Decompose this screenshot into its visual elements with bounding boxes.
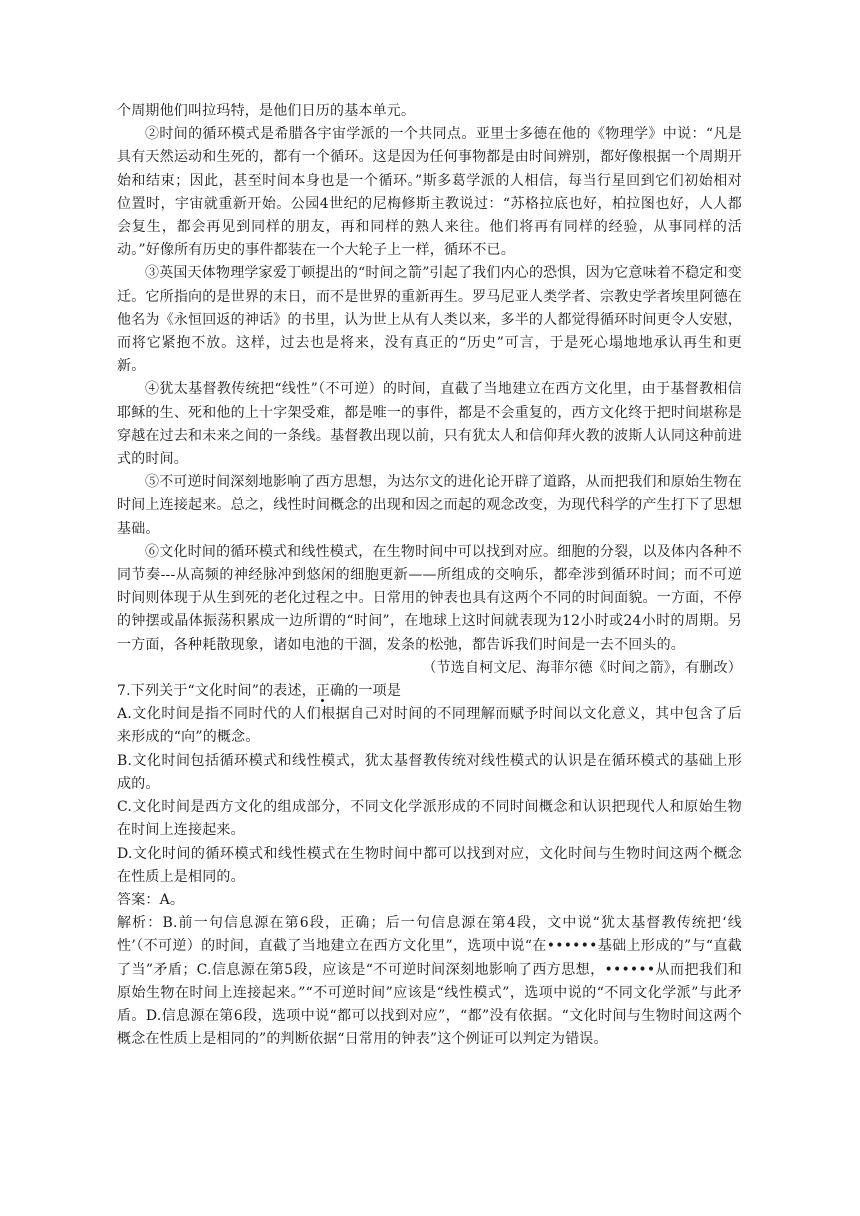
paragraph-4: ④犹太基督教传统把“线性”（不可逆）的时间，直截了当地建立在西方文化里，由于基督教相信耶稣的生、死和他的上十字架受难，都是唯一的事件，都是不会重复的，西方文化终于把时间堪称是穿越在过去和未来之间的一条线。基督教出现以前，只有犹太人和信仰拜火教的波斯人认同这种前进式的时间。	[117, 381, 742, 468]
document-body	[117, 100, 742, 1051]
paragraph-6: ⑥文化时间的循环模式和线性模式，在生物时间中可以找到对应。细胞的分裂，以及体内各种不同节奏---从高频的神经脉冲到悠闲的细胞更新——所组成的交响乐，都牵涉到循环时间；而不可逆时间则体现于从生到死的老化过程之中。日常用的钟表也具有这两个不同的时间面貌。一方面，不停的钟摆或晶体振荡积累成一边所谓的“时间”，在地球上这时间就表现为12小时或24小时的周期。另一方面，各种耗散现象，诸如电池的干涸，发条的松弛，都告诉我们时间是一去不回头的。	[117, 543, 742, 653]
analysis-text: 解析：B.前一句信息源在第6段，正确；后一句信息源在第4段，文中说“犹太基督教传统把‘线性’（不可逆）的时间，直截了当地建立在西方文化里”，选项中说“在••••••基础上形成的”与“直截了当”矛盾；C.信息源在第5段，应该是“不可逆时间深刻地影响了西方思想，••••••从而把我们和原始生物在时间上连接起来。”“不可逆时间”应该是“线性模式”，选项中说的“不同文化学派”与此矛盾。D.信息源在第6段，选项中说“都可以找到对应”，“都”没有依据。“文化时间与生物时间这两个概念在性质上是相同的”的判断依据“日常用的钟表”这个例证可以判定为错误。	[117, 915, 742, 1048]
paragraph-3: ③英国天体物理学家爱丁顿提出的“时间之箭”引起了我们内心的恐惧，因为它意味着不稳定和变迁。它所指向的是世界的末日，而不是世界的重新再生。罗马尼亚人类学者、宗教史学者埃里阿德在他名为《永恒回返的神话》的书里，认为世上从有人类以来，多半的人都觉得循环时间更令人安慰，而将它紧抱不放。这样，过去也是将来，没有真正的“历史”可言，于是死心塌地地承认再生和更新。	[117, 265, 742, 375]
option-b: B.文化时间包括循环模式和线性模式，犹太基督教传统对线性模式的认识是在循环模式的基础上形成的。	[117, 752, 742, 792]
paragraph-2: ②时间的循环模式是希腊各宇宙学派的一个共同点。亚里士多德在他的《物理学》中说：“凡是具有天然运动和生死的，都有一个循环。这是因为任何事物都是由时间辨别，都好像根据一个周期开始和结束；因此，甚至时间本身也是一个循环。”斯多葛学派的人相信，每当行星回到它们初始相对位置时，宇宙就重新开始。公园4世纪的尼梅修斯主教说过：“苏格拉底也好，柏拉图也好，人人都会复生，都会再见到同样的朋友，再和同样的熟人来往。他们将再有同样的经验，从事同样的活动。”好像所有历史的事件都装在一个大轮子上一样，循环不已。	[117, 126, 742, 259]
option-d: D.文化时间的循环模式和线性模式在生物时间中都可以找到对应，文化时间与生物时间这两个概念在性质上是相同的。	[117, 845, 742, 885]
source-citation: （节选自柯文尼、海菲尔德《时间之箭》，有删改）	[422, 659, 742, 676]
option-a: A.文化时间是指不同时代的人们根据自己对时间的不同理解而赋予时间以文化意义，其中包含了后来形成的“向”的概念。	[117, 706, 742, 746]
question-stem	[117, 680, 742, 703]
paragraph-intro: 个周期他们叫拉玛特，是他们日历的基本单元。	[117, 103, 416, 119]
paragraph-5: ⑤不可逆时间深刻地影响了西方思想，为达尔文的进化论开辟了道路，从而把我们和原始生物在时间上连接起来。总之，线性时间概念的出现和因之而起的观念改变，为现代科学的产生打下了思想基础。	[117, 474, 742, 537]
question-stem-text-end: 确的一项是	[330, 683, 402, 700]
emphasis-dot-char: 正	[315, 683, 331, 700]
question-stem-text: 7.下列关于“文化时间”的表述，	[117, 683, 316, 700]
option-c: C.文化时间是西方文化的组成部分，不同文化学派形成的不同时间概念和认识把现代人和原始生物在时间上连接起来。	[117, 799, 742, 839]
answer-line: 答案：A。	[117, 891, 185, 908]
